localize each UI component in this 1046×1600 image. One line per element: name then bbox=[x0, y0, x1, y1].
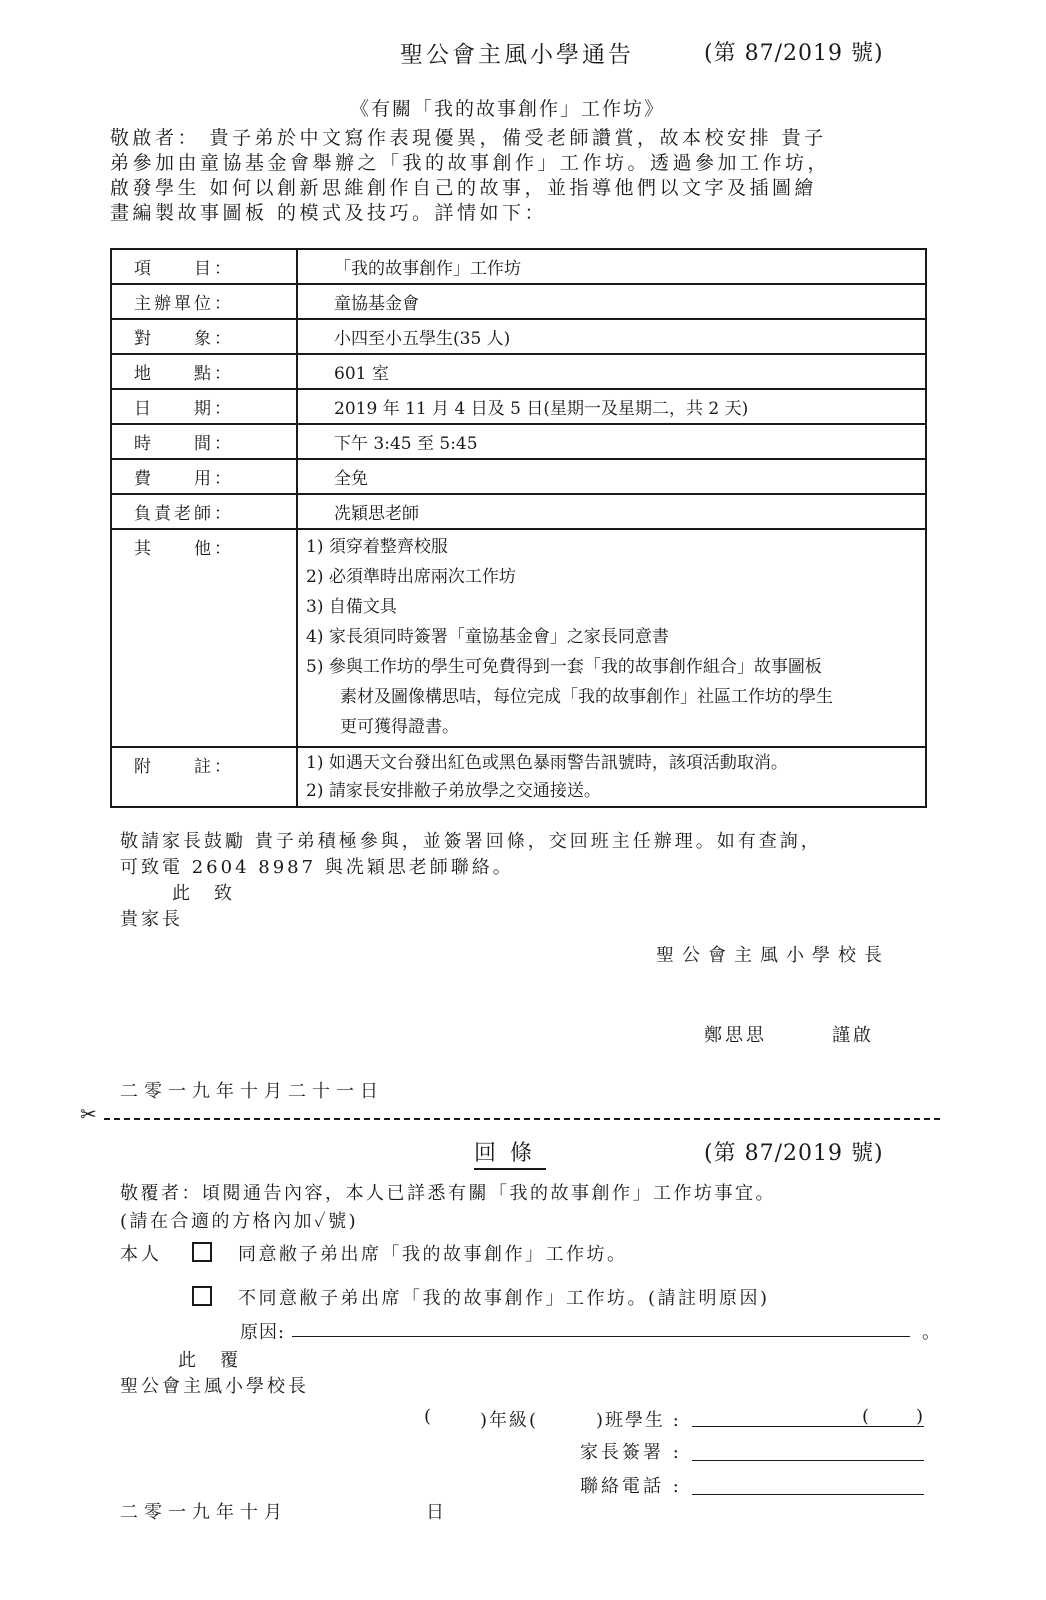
intro-paragraph bbox=[110, 126, 932, 226]
parent-signature-field[interactable] bbox=[692, 1460, 924, 1461]
row-value: 601 室 bbox=[297, 354, 926, 389]
reply-intro bbox=[120, 1180, 776, 1236]
notice-date: 二零一九年十月二十一日 bbox=[120, 1081, 384, 1102]
closing-line: 敬請家長鼓勵 貴子弟積極參與，並簽署回條，交回班主任辦理。如有查詢， bbox=[120, 831, 822, 852]
signer-name: 鄭思思 bbox=[704, 1025, 767, 1046]
self-label: 本人 bbox=[120, 1244, 162, 1265]
grade-label: )年級( bbox=[480, 1410, 539, 1431]
reply-instruction: (請在合適的方格內加✓號) bbox=[120, 1211, 359, 1232]
row-label: 日 期： bbox=[111, 389, 297, 424]
agree-option-label: 同意敝子弟出席「我的故事創作」工作坊。 bbox=[238, 1244, 628, 1265]
parent-sign-label: 家長簽署 : bbox=[580, 1442, 682, 1463]
details-table bbox=[110, 248, 927, 808]
row-label: 附 註： bbox=[111, 747, 297, 807]
list-item: 1) 如遇天文台發出紅色或黑色暴雨警告訊號時，該項活動取消。 bbox=[306, 753, 788, 773]
notes-list bbox=[297, 747, 926, 807]
list-item: 2) 請家長安排敝子弟放學之交通接送。 bbox=[306, 781, 601, 801]
agree-checkbox[interactable] bbox=[192, 1242, 212, 1262]
reason-input-line[interactable] bbox=[292, 1336, 910, 1337]
signature-school-head: 聖公會主風小學校長 bbox=[656, 945, 890, 966]
list-item: 3) 自備文具 bbox=[306, 597, 397, 617]
table-row bbox=[111, 389, 926, 424]
intro-line: 畫編製故事圖板 的模式及技巧。詳情如下： bbox=[110, 202, 548, 224]
cut-line-divider bbox=[104, 1118, 940, 1120]
table-row bbox=[111, 459, 926, 494]
reply-date-prefix: 二零一九年十月 bbox=[120, 1502, 288, 1523]
reply-addressee: 聖公會主風小學校長 bbox=[120, 1376, 309, 1397]
table-row bbox=[111, 249, 926, 284]
scissors-icon: ✂ bbox=[80, 1102, 97, 1126]
reply-intro-line: 敬覆者：頃閱通告內容，本人已詳悉有關「我的故事創作」工作坊事宜。 bbox=[120, 1183, 776, 1204]
intro-line: 啟發學生 如何以創新思維創作自己的故事，並指導他們以文字及插圖繪 bbox=[110, 177, 818, 199]
intro-line: 敬啟者： 貴子弟於中文寫作表現優異，備受老師讚賞，故本校安排 貴子 bbox=[110, 127, 827, 149]
table-row bbox=[111, 354, 926, 389]
signature-respect: 謹啟 bbox=[832, 1025, 874, 1046]
row-label: 時 間： bbox=[111, 424, 297, 459]
table-row-notes bbox=[111, 747, 926, 807]
table-row bbox=[111, 424, 926, 459]
closing-addressee: 貴家長 bbox=[120, 909, 183, 930]
row-label: 主辦單位： bbox=[111, 284, 297, 319]
row-value: 冼穎思老師 bbox=[297, 494, 926, 529]
student-name-field[interactable] bbox=[692, 1426, 924, 1427]
row-value: 下午 3:45 至 5:45 bbox=[297, 424, 926, 459]
table-row bbox=[111, 319, 926, 354]
row-value: 「我的故事創作」工作坊 bbox=[297, 249, 926, 284]
disagree-checkbox[interactable] bbox=[192, 1286, 212, 1306]
table-row bbox=[111, 494, 926, 529]
closing-salutation: 此 致 bbox=[172, 883, 235, 904]
row-label: 對 象： bbox=[111, 319, 297, 354]
student-no-open: ( bbox=[862, 1406, 873, 1427]
notice-number: (第 87/2019 號) bbox=[704, 41, 884, 66]
row-label: 費 用： bbox=[111, 459, 297, 494]
closing-paragraph bbox=[120, 829, 822, 933]
row-label: 項 目： bbox=[111, 249, 297, 284]
row-value: 2019 年 11 月 4 日及 5 日(星期一及星期二，共 2 天) bbox=[297, 389, 926, 424]
reason-label: 原因: bbox=[240, 1322, 286, 1343]
row-label: 負責老師： bbox=[111, 494, 297, 529]
table-row bbox=[111, 284, 926, 319]
reply-notice-number: (第 87/2019 號) bbox=[704, 1141, 884, 1166]
row-label: 地 點： bbox=[111, 354, 297, 389]
row-value: 童協基金會 bbox=[297, 284, 926, 319]
list-item-continuation: 更可獲得證書。 bbox=[340, 717, 459, 737]
list-item-continuation: 素材及圖像構思咭，每位完成「我的故事創作」社區工作坊的學生 bbox=[340, 687, 833, 707]
row-label: 其 他： bbox=[111, 529, 297, 747]
grade-open-paren: ( bbox=[424, 1406, 435, 1427]
list-item: 4) 家長須同時簽署「童協基金會」之家長同意書 bbox=[306, 627, 669, 647]
phone-label: 聯絡電話 : bbox=[580, 1476, 682, 1497]
reply-slip-title: 回條 bbox=[474, 1136, 546, 1170]
disagree-option-label: 不同意敝子弟出席「我的故事創作」工作坊。(請註明原因) bbox=[238, 1288, 770, 1309]
others-list bbox=[297, 529, 926, 747]
intro-line: 弟參加由童協基金會舉辦之「我的故事創作」工作坊。透過參加工作坊， bbox=[110, 152, 831, 174]
closing-line: 可致電 2604 8987 與冼穎思老師聯絡。 bbox=[120, 857, 514, 878]
notice-title: 聖公會主風小學通告 bbox=[400, 42, 634, 68]
list-item: 5) 參與工作坊的學生可免費得到一套「我的故事創作組合」故事圖板 bbox=[306, 657, 822, 677]
row-value: 全免 bbox=[297, 459, 926, 494]
reply-closing-word: 此 覆 bbox=[178, 1350, 241, 1371]
reason-end-mark: 。 bbox=[922, 1322, 943, 1343]
reply-date-day: 日 bbox=[426, 1502, 447, 1523]
student-no-close: ) bbox=[916, 1406, 927, 1427]
list-item: 2) 必須準時出席兩次工作坊 bbox=[306, 567, 516, 587]
list-item: 1) 須穿着整齊校服 bbox=[306, 537, 448, 557]
notice-subtitle: 《有關「我的故事創作」工作坊》 bbox=[350, 98, 666, 120]
phone-field[interactable] bbox=[692, 1494, 924, 1495]
class-student-label: )班學生 : bbox=[596, 1410, 681, 1431]
row-value: 小四至小五學生(35 人) bbox=[297, 319, 926, 354]
table-row-others bbox=[111, 529, 926, 747]
